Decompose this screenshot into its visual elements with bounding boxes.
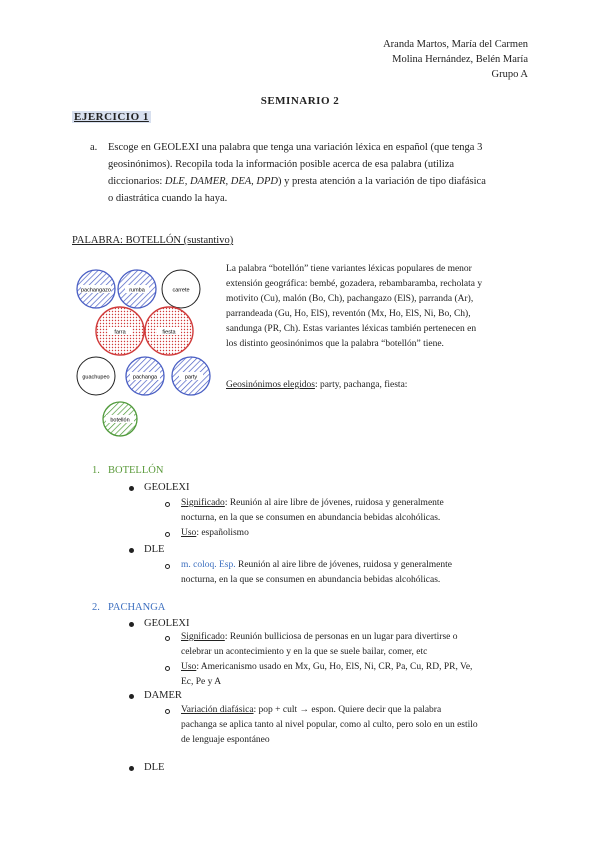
section-1-source-dle: DLE [144, 544, 165, 555]
diaphasic-label: Variación diafásica [181, 705, 254, 715]
task-line-3 [108, 173, 538, 190]
label-guachupeo: guachupeo [82, 374, 110, 381]
geosynonyms-label: Geosinónimos elegidos [226, 380, 315, 390]
dle-tag: m. coloq. Esp. [181, 560, 236, 570]
section-1-source-geolexi: GEOLEXI [144, 482, 190, 493]
author-1: Aranda Martos, María del Carmen [383, 39, 528, 50]
circle-rumba [118, 270, 156, 308]
section-2-title: PACHANGA [108, 602, 166, 613]
page-title: SEMINARIO 2 [260, 95, 340, 107]
section-2-source-damer: DAMER [144, 690, 182, 701]
exercise-heading: EJERCICIO 1 [74, 111, 149, 123]
bullet-circle [165, 502, 170, 507]
label-pachanga: pachanga [132, 374, 158, 381]
section-2-usage [181, 660, 521, 690]
circle-botellon [103, 402, 137, 436]
meaning-label: Significado [181, 632, 225, 642]
bullet-dot [129, 766, 134, 771]
usage-label: Uso [181, 528, 197, 538]
diaphasic-text-1: : pop + cult → espon. Quiere decir que la palabra [253, 705, 442, 715]
section-1-number: 1. [92, 465, 100, 476]
task-dict-post: ) y presta atención a la variación de tipo diafásica [278, 176, 486, 187]
usage-label: Uso [181, 662, 197, 672]
geosynonyms-values: : party, pachanga, fiesta: [314, 380, 408, 390]
meaning-text-2: nocturna, en la que se consumen en abundancia bebidas alcohólicas. [181, 513, 441, 523]
section-1-dle-definition [181, 558, 521, 588]
bullet-dot [129, 548, 134, 553]
description-line-2: extensión geográfica: bembé, gozadera, rebambaramba, recholata y [226, 279, 483, 289]
geosynonym-diagram [72, 262, 222, 440]
group-label: Grupo A [491, 69, 528, 80]
usage-text-1: : Americanismo usado en Mx, Gu, Ho, ElS, Ni, CR, Pa, Cu, RD, PR, Ve, [196, 662, 473, 672]
bullet-dot [129, 622, 134, 627]
description-line-4: parrandeada (Gu, Ho, ElS), reventón (Mx, Ho, ElS, Ni, Bo, Ch), [226, 309, 471, 319]
circle-farra [96, 307, 144, 355]
task-line-4: o diastrática cuando la haya. [108, 193, 228, 204]
section-2-source-geolexi: GEOLEXI [144, 618, 190, 629]
meaning-text-1: : Reunión al aire libre de jóvenes, ruidosa y generalmente [224, 498, 444, 508]
bullet-dot [129, 486, 134, 491]
label-rumba: rumba [129, 287, 145, 294]
circle-pachangazo [77, 270, 115, 308]
description-paragraph [226, 262, 536, 352]
meaning-text-1: : Reunión bulliciosa de personas en un lugar para divertirse o [224, 632, 458, 642]
circle-carrete [162, 270, 200, 308]
description-line-6: los distinto geosinónimos que la palabra “botellón” tiene. [226, 339, 444, 349]
circle-party [172, 357, 210, 395]
bullet-circle [165, 564, 170, 569]
bullet-dot [129, 694, 134, 699]
task-line-1: Escoge en GEOLEXI una palabra que tenga una variación léxica en español (que tenga 3 [108, 142, 483, 153]
label-pachangazo: pachangazo [81, 287, 111, 294]
description-line-5: sandunga (PR, Ch). Estas variantes léxicas también pertenecen en [226, 324, 477, 334]
label-fiesta: fiesta [162, 329, 176, 336]
word-heading: PALABRA: BOTELLÓN (sustantivo) [72, 235, 234, 246]
circle-pachanga [126, 357, 164, 395]
meaning-text-2: celebrar un acontecimiento y en la que se suele bailar, comer, etc [181, 647, 428, 657]
circle-fiesta [145, 307, 193, 355]
section-2-number: 2. [92, 602, 100, 613]
task-text [108, 139, 538, 207]
section-1-title: BOTELLÓN [108, 465, 164, 476]
usage-text: : españolismo [196, 528, 249, 538]
label-botellon: botellón [110, 417, 130, 424]
author-2: Molina Hernández, Belén María [392, 54, 528, 65]
meaning-label: Significado [181, 498, 225, 508]
diaphasic-text-2: pachanga se aplica tanto al nivel popular, como al culto, pero solo en un estilo [181, 720, 478, 730]
section-2-diaphasic [181, 703, 531, 748]
bullet-circle [165, 709, 170, 714]
label-party: party [184, 374, 198, 381]
section-1-meaning [181, 496, 521, 526]
bullet-circle [165, 532, 170, 537]
section-2-source-dle: DLE [144, 762, 165, 773]
task-letter: a. [90, 142, 98, 153]
task-dicts: DLE, DAMER, DEA, DPD [164, 176, 279, 187]
task-dict-pre: diccionarios: [108, 176, 165, 187]
dle-text-2: nocturna, en la que se consumen en abundancia bebidas alcohólicas. [181, 575, 441, 585]
label-farra: farra [114, 329, 126, 336]
label-carrete: carrete [172, 287, 190, 294]
section-1-usage [181, 526, 249, 541]
section-2-meaning [181, 630, 521, 660]
description-line-1: La palabra “botellón” tiene variantes léxicas populares de menor [226, 264, 472, 274]
geosynonyms-line [226, 378, 407, 393]
bullet-circle [165, 636, 170, 641]
circle-guachupeo [77, 357, 115, 395]
description-line-3: motivito (Cu), malón (Bo, Ch), pachangazo (ElS), parranda (Ar), [226, 294, 474, 304]
task-line-2: geosinónimos). Recopila toda la información posible acerca de esa palabra (utiliza [108, 159, 455, 170]
bullet-circle [165, 666, 170, 671]
diaphasic-text-3: de lenguaje espontáneo [181, 735, 270, 745]
dle-text-1: Reunión al aire libre de jóvenes, ruidosa y generalmente [235, 560, 452, 570]
usage-text-2: Ec, Pe y A [181, 677, 222, 687]
